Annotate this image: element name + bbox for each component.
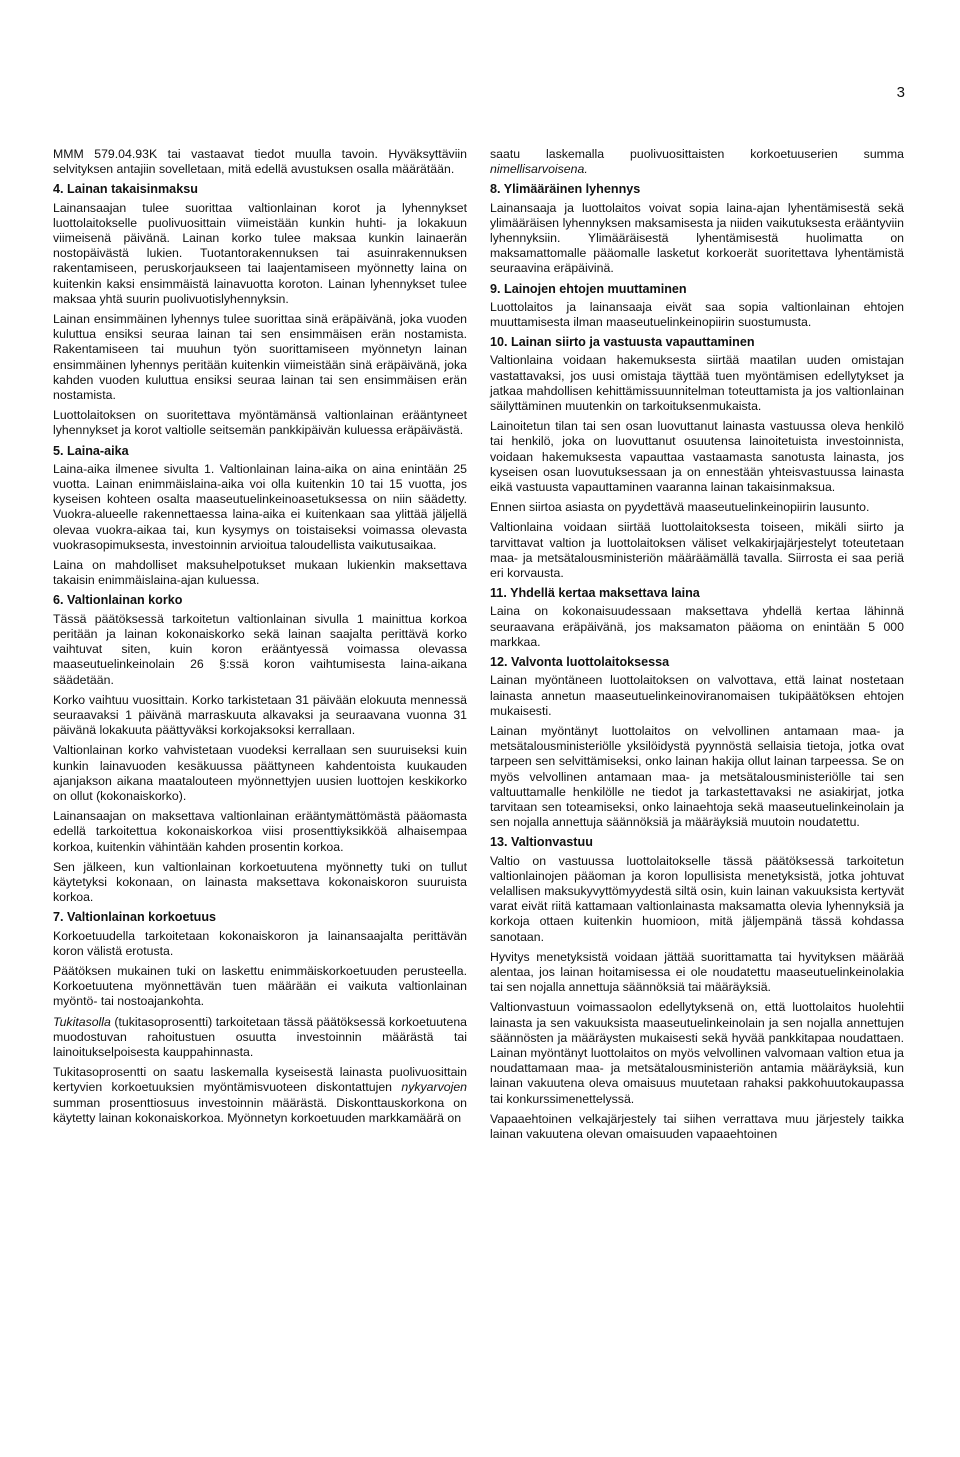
paragraph-text: saatu laskemalla puolivuosittaisten korkoetuuserien summa (490, 147, 904, 161)
paragraph: Luottolaitos ja lainansaaja eivät saa sopia valtionlainan ehtojen muuttamisesta ilman maaseutuelinkeinopiirin suostumusta. (490, 299, 904, 330)
paragraph: Korko vaihtuu vuosittain. Korko tarkistetaan 31 päivään elokuuta mennessä seuraavaksi 1 päivänä marraskuuta alkavaksi ja seuraavana vuonna 31 päivänä lokakuuta päättyväksi korkojaksoksi kerrallaan. (53, 692, 467, 738)
paragraph-text: Tukitasoprosentti on saatu laskemalla kyseisestä lainasta puolivuosittain kertyvien korkoetuuksien myöntämisvuoteen diskontattujen (53, 1065, 467, 1095)
paragraph: Luottolaitoksen on suoritettava myöntämänsä valtionlainan erääntyneet lyhennykset ja korot valtiolle seitsemän pankkipäivän kuluessa eräpäivästä. (53, 408, 467, 438)
paragraph: MMM 579.04.93K tai vastaavat tiedot muulla tavoin. Hyväksyttäviin selvityksen antajiin sovelletaan, mitä edellä avustuksen osalla määrätään. (53, 147, 467, 177)
paragraph: Hyvitys menetyksistä voidaan jättää suorittamatta tai hyvityksen määrää alentaa, jos lainan hoitamisessa ei ole noudatettu maaseutuelinkeinolakia tai sen nojalla annettuja säännöksiä tai määräyksiä. (490, 949, 904, 995)
paragraph: Lainansaajan tulee suorittaa valtionlainan korot ja lyhennykset luottolaitokselle puolivuosittain viimeistään kunkin huhti- ja lokakuun viimeisenä päivänä. Lainan korko tulee maksaa kunkin lainaerän nostopäivästä lukien. Tuotantorakennuksen tai asuinrakennuksen rakentamiseen, peruskorjaukseen tai laajentamiseen myönnetty laina on kuitenkin kaksi ensimmäistä lainavuotta koroton. Lainan lyhennykset tulee maksaa yhtä suurin puolivuotislyhennyksin. (53, 200, 467, 306)
italic-term: nykyarvojen (401, 1080, 467, 1095)
section-heading: 5. Laina-aika (53, 443, 129, 458)
paragraph: Vapaaehtoinen velkajärjestely tai siihen verrattava muu järjestely taikka lainan vakuutena olevan omaisuuden vapaaehtoinen (490, 1111, 904, 1141)
paragraph: Päätöksen mukainen tuki on laskettu enimmäiskorkoetuuden perusteella. Korkoetuutena myönnettävän tuen määrään ei vaikuta valtionlainan myöntö- tai nostoajankohta. (53, 963, 467, 1009)
paragraph: Lainan myöntänyt luottolaitos on velvollinen antamaan maa- ja metsätalousministeriölle yksilöidystä pyynnöstä sellaisia tietoja, jotka ovat tarpeen sen selvittämiseksi, onko lainan hakija ollut lainan tarpeessa. Se on myös velvollinen antamaan maa- ja metsätalousministeriölle tai sen valtuuttamalle henkilölle ne tiedot ja tarkastettavaksi ne asiakirjat, jotka tarvitaan sen toteamiseksi, onko lainaehtoja sekä maaseutuelinkeinolain ja sen nojalla annettuja säännöksiä ja määräyksiä muutoin noudatettu. (490, 723, 904, 830)
section-heading: 9. Lainojen ehtojen muuttaminen (490, 281, 687, 296)
paragraph: Lainansaaja ja luottolaitos voivat sopia laina-ajan lyhentämisestä sekä ylimääräisen lyhennyksen maksamisesta ja niiden vaikutuksesta erääntyviin lyhennyksiin. Ylimääräisestä lyhentämisestä huolimatta on maksamattomalle pääomalle lasketut korkoerät suoritettava lyhentämistä seuraavina eräpäivinä. (490, 200, 904, 276)
paragraph: Valtio on vastuussa luottolaitokselle tässä päätöksessä tarkoitetun valtionlainojen pääoman ja koron lopullisista menetyksistä, jotka johtuvat velallisen maksukyvyttömyydestä siltä osin, kuin lainan vakuuksista kertyvät varat eivät riitä kattamaan valtionlainasta maksamatta olevia lyhennyksiä ja korkoja ottaen kuitenkin huomioon, mitä jäljempänä tässä kohdassa sanotaan. (490, 853, 904, 944)
section-heading: 11. Yhdellä kertaa maksettava laina (490, 586, 700, 601)
paragraph: Lainan myöntäneen luottolaitoksen on valvottava, että lainat nostetaan lainasta annetun maaseutuelinkeinoviranomaisen tukipäätöksen ehtojen mukaisesti. (490, 673, 904, 718)
section-heading: 6. Valtionlainan korko (53, 593, 183, 608)
section-heading: 7. Valtionlainan korkoetuus (53, 910, 217, 925)
paragraph: Valtionlainan korko vahvistetaan vuodeksi kerrallaan sen suuruiseksi kuin kunkin lainavuoden kesäkuussa päättyneen kahdentoista kuukauden ajanjakson aikana maatalouteen myönnettyjen uusien luottojen keskikorko on ollut (kokonaiskorko). (53, 743, 467, 803)
paragraph: Tässä päätöksessä tarkoitetun valtionlainan sivulla 1 mainittua korkoa peritään ja lainan kokonaiskorko sekä lainan saajalta perittävä korko vaihtuvat siten, kuin koron erääntyessä voimassa olevassa maaseutuelinkeinolain 26 §:ssä koron vaihtumisesta laina-aikana säädetään. (53, 611, 467, 687)
paragraph-text: summan prosenttiosuus investoinnin määrästä. Diskonttauskorkona on käytetty lainan kokonaiskorkoa. Myönnetyn korkoetuuden markkamäärä on (53, 1095, 467, 1125)
italic-term: nimellisarvoisena. (490, 162, 588, 177)
paragraph: Korkoetuudella tarkoitetaan kokonaiskoron ja lainansaajalta perittävän koron välistä erotusta. (53, 928, 467, 958)
paragraph: Laina-aika ilmenee sivulta 1. Valtionlainan laina-aika on aina enintään 25 vuotta. Lainan enimmäislaina-aika voi olla kuitenkin 10 tai 15 vuotta, jos kyseisen kohteen osalta maaseutuelinkeinoasetuksessa on niin säädetty. Vuokra-alueelle rakennettaessa laina-aika ei kuitenkaan saa ylittää jäljellä olevaa vuokra-aikaa tai, kun kysymys on toistaiseksi voimassa olevasta vuokrasopimuksesta, investoinnin arvioitua taloudellista vaikutusaikaa. (53, 461, 467, 552)
section-heading: 8. Ylimääräinen lyhennys (490, 182, 641, 197)
paragraph: Valtionlaina voidaan hakemuksesta siirtää maatilan uuden omistajan vastattavaksi, jos uusi omistaja täyttää tuen myöntämisen edellytykset ja jatkaa mahdollisen kehittämissuunnitelman toteuttamista ja jos valtionlainan säilyttäminen muutenkin on tarkoituksenmukaista. (490, 353, 904, 414)
paragraph (490, 147, 904, 177)
paragraph: Lainan ensimmäinen lyhennys tulee suorittaa sinä eräpäivänä, joka vuoden kuluttua ensiksi seuraa lainan tai sen ensimmäisen erän nostamista. Rakentamiseen tai muuhun työn suorittamiseen myönnetyn lainan ensimmäinen lyhennys peritään kuitenkin viimeistään sinä eräpäivänä, joka kahden vuoden kuluttua ensiksi seuraa lainan tai sen ensimmäisen erän nostamista. (53, 312, 467, 403)
paragraph (53, 1065, 467, 1126)
right-column (490, 147, 904, 1147)
left-column (53, 147, 467, 1131)
paragraph: Laina on kokonaisuudessaan maksettava yhdellä kertaa lähinnä seuraavana eräpäivänä, jos maksamaton pääoma on enintään 5 000 markkaa. (490, 604, 904, 649)
section-heading: 4. Lainan takaisinmaksu (53, 182, 198, 197)
paragraph (53, 1015, 467, 1061)
paragraph: Valtionlaina voidaan siirtää luottolaitoksesta toiseen, mikäli siirto ja tarvittavat valtion ja luottolaitoksen väliset velkakirjajärjestelyt toteutetaan maa- ja metsätalousministeriön määräämällä tavalla. Siirrosta ei saa periä eri korvausta. (490, 520, 904, 581)
section-heading: 10. Lainan siirto ja vastuusta vapauttaminen (490, 335, 755, 350)
paragraph: Lainoitetun tilan tai sen osan luovuttanut lainasta vastuussa oleva henkilö tai henkilö, joka on luovuttanut osuutensa lainoitetuista investoinnista, voidaan hakemuksesta vapauttaa vastaamasta sanotusta lainasta, jos kyseisen osan luovutuksessaan ja on ennestään yhteisvastuussa lainasta eikä vastuusta vapauttaminen vaaranna lainan takaisinmaksua. (490, 419, 904, 495)
paragraph: Ennen siirtoa asiasta on pyydettävä maaseutuelinkeinopiirin lausunto. (490, 500, 870, 515)
paragraph: Sen jälkeen, kun valtionlainan korkoetuutena myönnetty tuki on tullut käytetyksi kokonaan, on lainasta maksettava kokonaiskoron suuruista korkoa. (53, 859, 467, 905)
section-heading: 13. Valtionvastuu (490, 835, 593, 850)
paragraph: Laina on mahdolliset maksuhelpotukset mukaan lukienkin maksettava takaisin enimmäislaina-ajan kuluessa. (53, 558, 467, 588)
paragraph: Valtionvastuun voimassaolon edellytyksenä on, että luottolaitos huolehtii lainasta ja sen vakuuksista maaseutuelinkeinolain ja sen nojalla annettujen säännösten ja määräysten mukaisesti sekä hyvää pankkitapaa noudattaen. Lainan myöntänyt luottolaitos on myös velvollinen valvomaan valtion etua ja noudattamaan maa- ja metsätalousministeriön antamia määräyksiä, kun lainan vakuutena oleva omaisuus muutetaan rahaksi pakkohuutokaupassa tai konkurssimenettelyssä. (490, 1000, 904, 1106)
section-heading: 12. Valvonta luottolaitoksessa (490, 655, 670, 670)
page-number: 3 (896, 84, 905, 101)
paragraph: Lainansaajan on maksettava valtionlainan erääntymättömästä pääomasta edellä tarkoitettua kokonaiskorkoa viisi prosenttiyksikköä alhaisempaa korkoa, kuitenkin vähintään kahden prosentin korkoa. (53, 809, 467, 854)
paragraph-text: (tukitasoprosentti) tarkoitetaan tässä päätöksessä korkoetuutena muodostuvan rahoitustuen osuutta investoinnin määrästä tai lainoitukselpoisesta kauppahinnasta. (53, 1014, 467, 1059)
italic-term: Tukitasolla (53, 1014, 111, 1029)
